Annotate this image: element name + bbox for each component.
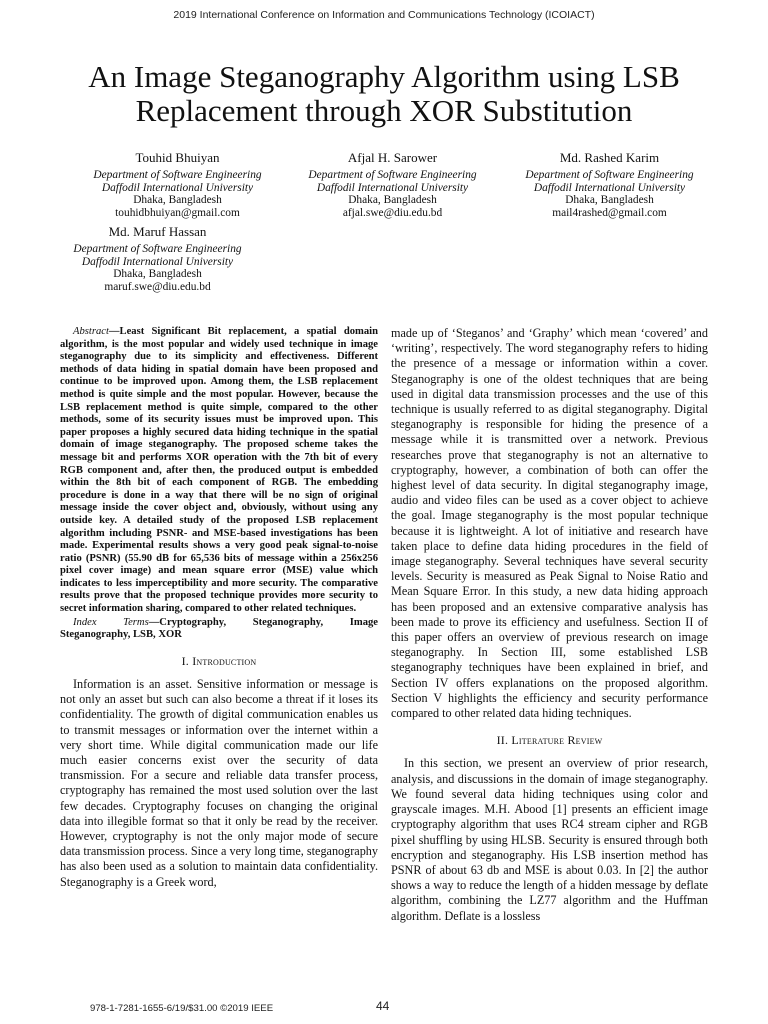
abstract-label: Abstract: [73, 326, 109, 337]
author-name: Touhid Bhuiyan: [135, 150, 220, 165]
title-line-1: An Image Steganography Algorithm using LSB: [88, 59, 680, 94]
author-block: [492, 150, 727, 219]
author-email: mail4rashed@gmail.com: [552, 206, 667, 219]
conference-header: 2019 International Conference on Information and Communications Technology (ICOIACT): [173, 9, 595, 21]
section-heading-introduction: I. Introduction: [181, 653, 257, 668]
author-block: [40, 224, 275, 293]
page-number: 44: [376, 999, 390, 1013]
author-email: afjal.swe@diu.edu.bd: [342, 206, 443, 219]
right-column: [391, 326, 708, 936]
introduction-paragraph: Information is an asset. Sensitive information or message is not only an asset but such can also become a threat if it loses its confidentiality. The growth of digital communication enables us to transmit messages or information over the internet within a very short time. While digital communication made our life much easier concerns exist over the security of data transmission. For a secure and reliable data transfer process, cryptography has remained the most used solution over the last few decades. Cryptography focuses on changing the original data into illegible format so that it only be read by the receiver. However, cryptography is not the only major mode of secure data transmission process. Since a very long time, steganography has also been used as a solution to maintain data confidentiality. Steganography is a Greek word,: [60, 677, 378, 889]
author-city: Dhaka, Bangladesh: [133, 194, 222, 207]
author-email: touhidbhuiyan@gmail.com: [115, 206, 240, 219]
introduction-continued: made up of ‘Steganos’ and ‘Graphy’ which mean ‘covered’ and ‘writing’, respectively. The word steganography refers to hiding the presence of a message or information within a cover. Steganography is one of the oldest techniques that are being used in digital data transmission processes and the use of this technique is usually referred to as digital steganography. Digital steganography is responsible for hiding the presence of a message while it is transmitted over a network. Previous researches prove that steganography is not an alternative to cryptography, however, a combination of both can offer the highest level of data security. In digital steganography image, audio and video files can be used as a cover object to achieve the goal. Image steganography is the most popular technique because it is lightweight. A lot of initiative and research have taken place to define data hiding procedures in the field of image steganography. Several techniques have several security levels. Security is measured as Peak Signal to Noise Ratio and Mean Square Error. In this study, a new data hiding approach has been proposed and an extensive comparative analysis has been made to prove its efficiency and usefulness. Section II of this paper offers an overview of previous research on image steganography. In Section III, some established LSB steganography techniques have been explained in brief, and Section IV offers explanations on the proposed algorithm. Section V highlights the efficiency and security performance compared to other related data hiding techniques.: [391, 326, 708, 721]
left-column: [60, 326, 378, 936]
abstract: [60, 326, 378, 616]
author-univ: Daffodil International University: [81, 255, 234, 268]
author-block: [55, 150, 300, 219]
author-univ: Daffodil International University: [101, 181, 254, 194]
author-name: Afjal H. Sarower: [347, 150, 438, 165]
footer-isbn: 978-1-7281-1655-6/19/$31.00 ©2019 IEEE: [90, 1003, 274, 1014]
author-dept: Department of Software Engineering: [73, 243, 242, 255]
author-city: Dhaka, Bangladesh: [348, 194, 437, 207]
author-univ: Daffodil International University: [316, 181, 469, 194]
author-city: Dhaka, Bangladesh: [113, 268, 202, 281]
author-dept: Department of Software Engineering: [93, 169, 262, 181]
author-city: Dhaka, Bangladesh: [565, 194, 654, 207]
author-univ: Daffodil International University: [533, 181, 686, 194]
index-terms-label: Index Terms: [73, 616, 149, 628]
index-terms-text: —Cryptography, Steganography, Image Steganography, LSB, XOR: [60, 616, 378, 641]
title-line-2: Replacement through XOR Substitution: [135, 93, 633, 128]
author-name: Md. Rashed Karim: [559, 150, 660, 165]
author-email: maruf.swe@diu.edu.bd: [104, 280, 211, 293]
abstract-text: —Least Significant Bit replacement, a spatial domain algorithm, is the most popular and widely used technique in image steganography due to its simplicity and effectiveness. Different methods of data hiding in spatial domain have been proposed and continue to be improved upon. Among them, the LSB replacement method is quite simple and the most popular. However, because the LSB replacement method is quite simple, compared to the other methods, some of its security issues must be improved upon. This paper proposes a highly secured data hiding technique in the spatial domain of image steganography. The proposed scheme takes the message bit and performs XOR operation with the 7th bit of every RGB component and, after then, the produced output is embedded within the 8th bit of each component of RGB. The embedding procedure is done in a way that there will be no sign of original message inside the cover object and, obviously, without using any outside key. A detailed study of the proposed LSB replacement algorithm including PSNR- and MSE-based investigations has been made. Experimental results shows a very good peak signal-to-noise ratio (PSNR) (55.90 dB for 65,536 bits of message within a 256x256 pixel cover image) and mean square error (MSE) value which indicates to less imperceptibility and more security. The comparative results prove that the proposed technique provides more security to secret information sharing, compared to other related techniques.: [60, 326, 378, 615]
paper-title: [40, 60, 728, 128]
author-dept: Department of Software Engineering: [308, 169, 477, 181]
author-dept: Department of Software Engineering: [525, 169, 694, 181]
literature-review-paragraph: In this section, we present an overview of prior research, analysis, and discussions in the domain of image steganography. We found several data hiding techniques using color and grayscale images. M.H. Abood [1] presents an efficient image cryptography algorithm that uses RC4 stream cipher and RGB pixel shuffling by using HLSB. Security is ensured through both encryption and steganography. His LSB insertion method has PSNR of about 63 db and MSE is about 0.03. In [2] the author shows a way to reduce the length of a hidden message by deflate algorithm, combining the LZ77 algorithm and the Huffman algorithm. Deflate is a lossless: [391, 756, 708, 923]
author-block: [275, 150, 510, 219]
section-heading-literature-review: II. Literature Review: [496, 733, 603, 748]
author-name: Md. Maruf Hassan: [108, 224, 207, 239]
index-terms: [60, 617, 378, 642]
